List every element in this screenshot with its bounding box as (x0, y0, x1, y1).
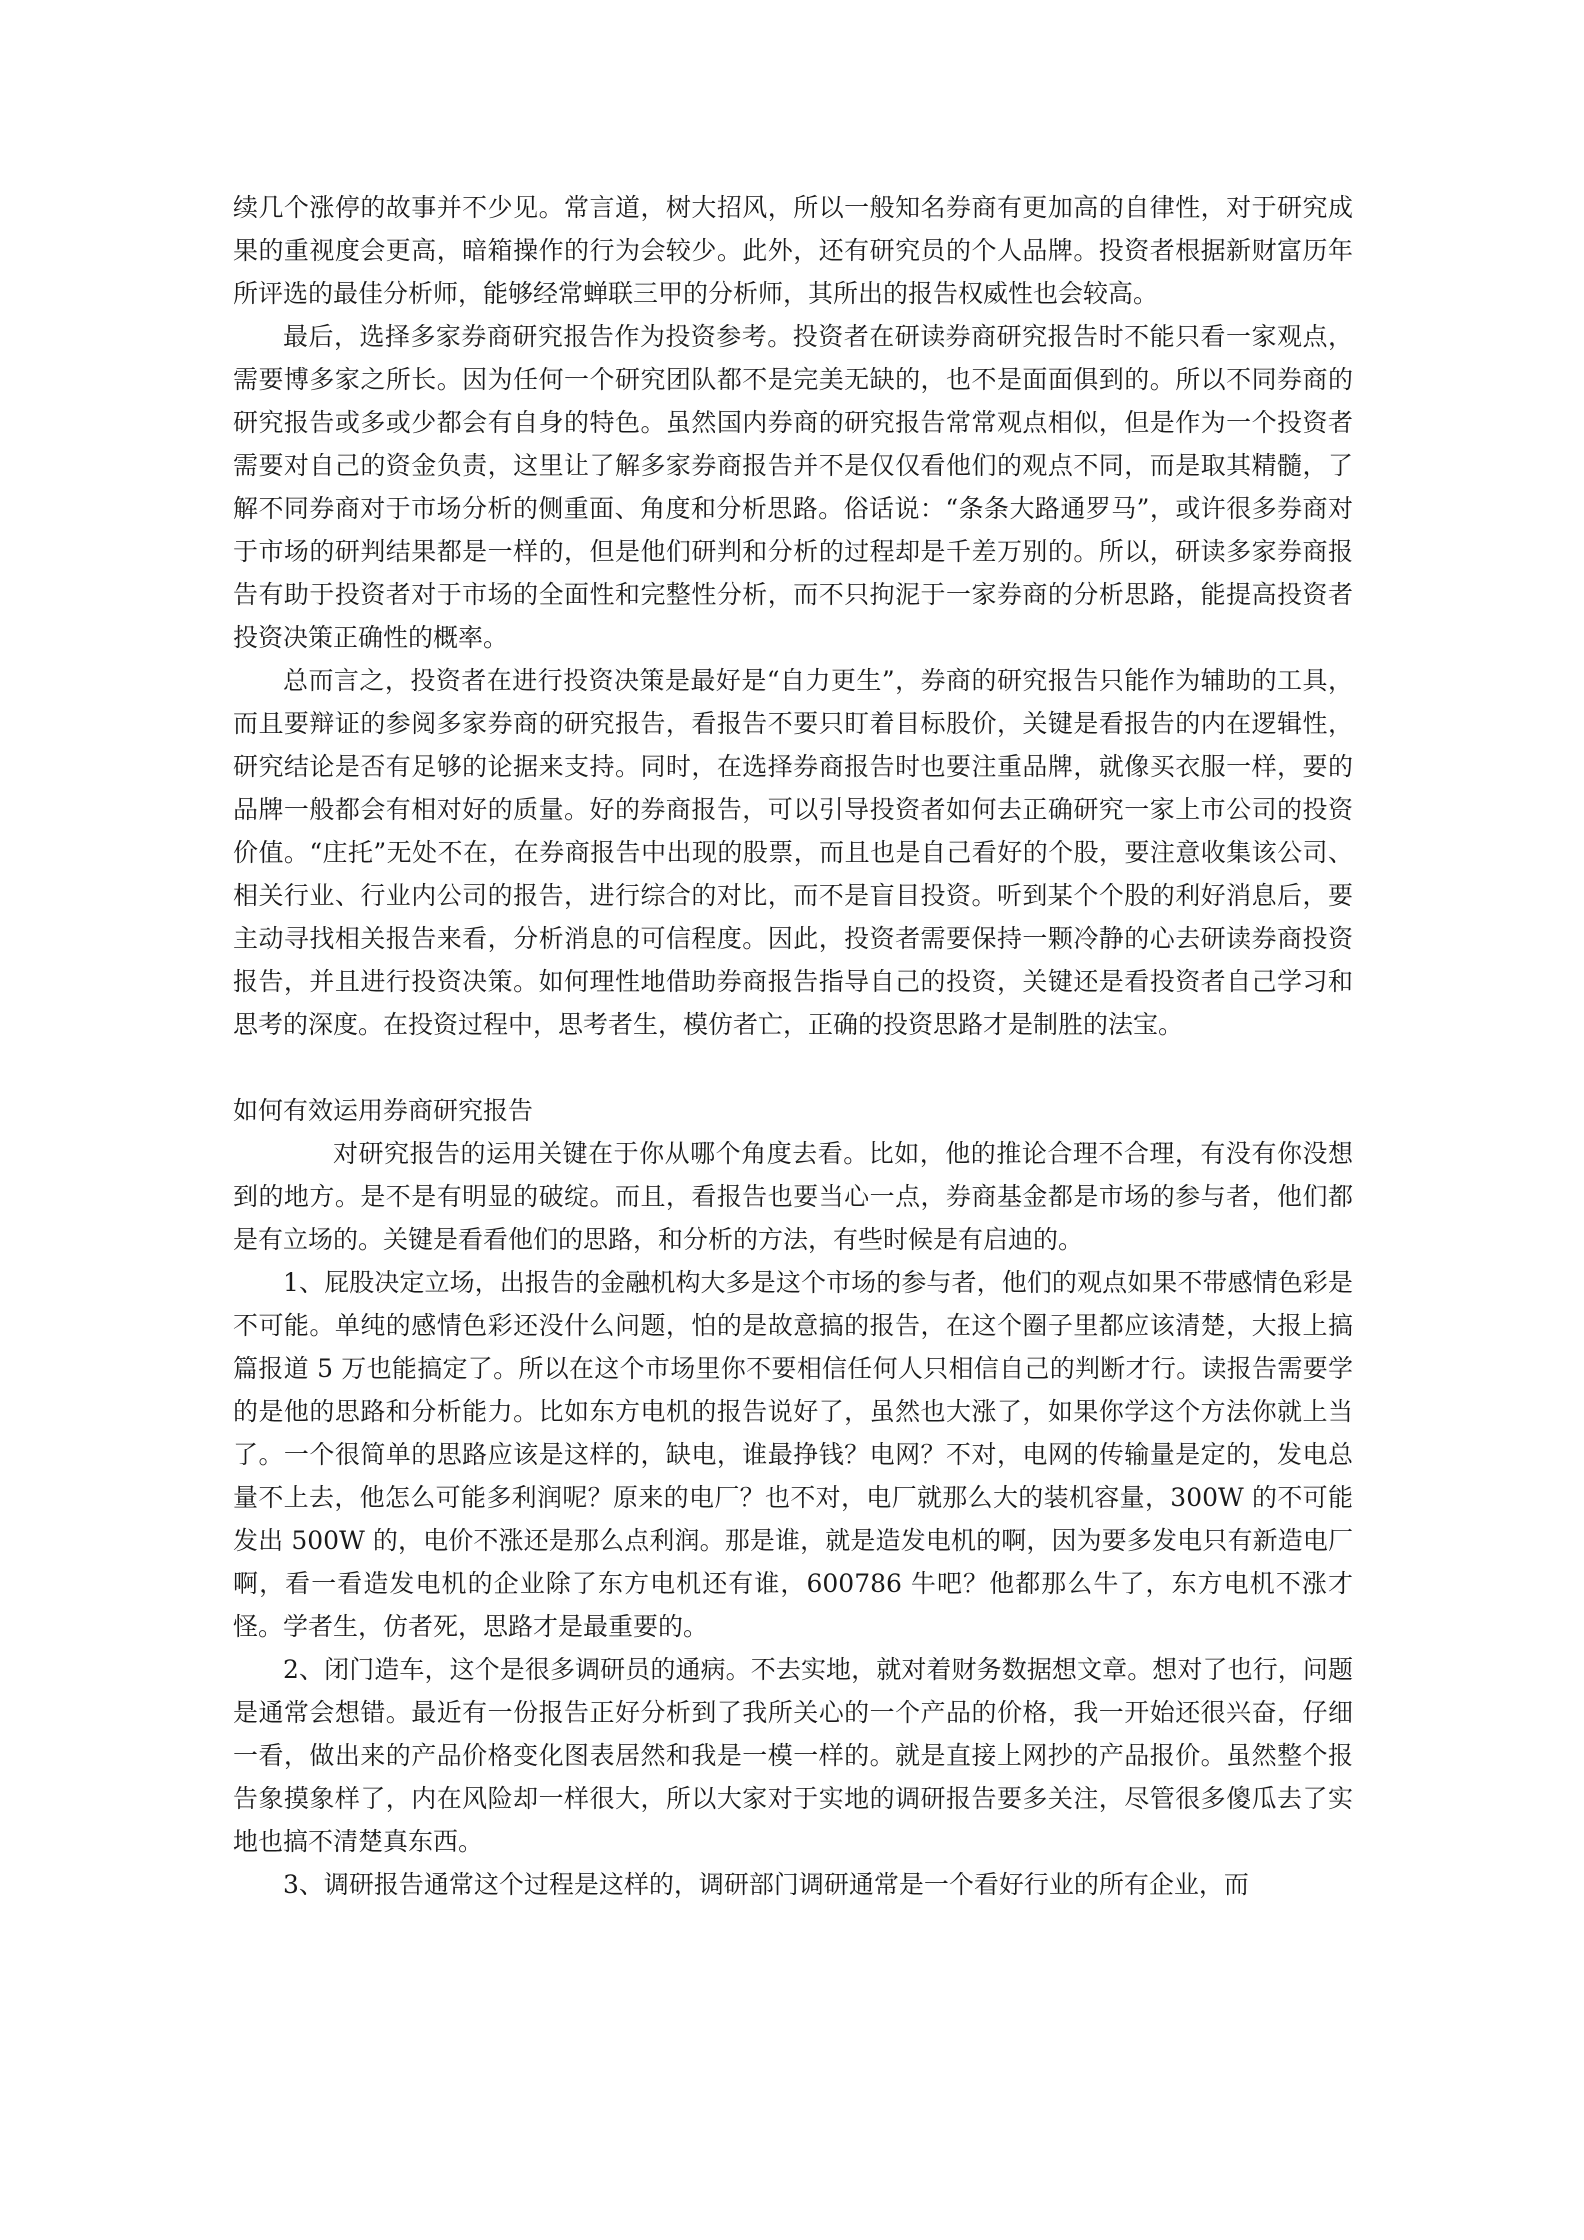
paragraph-multiple-brokers: 最后，选择多家券商研究报告作为投资参考。投资者在研读券商研究报告时不能只看一家观点，需要博多家之所长。因为任何一个研究团队都不是完美无缺的，也不是面面俱到的。所以不同券商的研究报告或多或少都会有自身的特色。虽然国内券商的研究报告常常观点相似，但是作为一个投资者需要对自己的资金负责，这里让了解多家券商报告并不是仅仅看他们的观点不同，而是取其精髓，了解不同券商对于市场分析的侧重面、角度和分析思路。俗话说：“条条大路通罗马”，或许很多券商对于市场的研判结果都是一样的，但是他们研判和分析的过程却是千差万别的。所以，研读多家券商报告有助于投资者对于市场的全面性和完整性分析，而不只拘泥于一家券商的分析思路，能提高投资者投资决策正确性的概率。 (233, 322, 1353, 652)
paragraph-point-1: 1、屁股决定立场，出报告的金融机构大多是这个市场的参与者，他们的观点如果不带感情色彩是不可能。单纯的感情色彩还没什么问题，怕的是故意搞的报告，在这个圈子里都应该清楚，大报上搞篇报道 5 万也能搞定了。所以在这个市场里你不要相信任何人只相信自己的判断才行。读报告需要学的是他的思路和分析能力。比如东方电机的报告说好了，虽然也大涨了，如果你学这个方法你就上当了。一个很简单的思路应该是这样的，缺电，谁最挣钱？电网？不对，电网的传输量是定的，发电总量不上去，他怎么可能多利润呢？原来的电厂？也不对，电厂就那么大的装机容量，300W 的不可能发出 500W 的，电价不涨还是那么点利润。那是谁，就是造发电机的啊，因为要多发电只有新造电厂啊，看一看造发电机的企业除了东方电机还有谁，600786 牛吧？他都那么牛了，东方电机不涨才怪。学者生，仿者死，思路才是最重要的。 (233, 1268, 1353, 1641)
paragraph-point-2: 2、闭门造车，这个是很多调研员的通病。不去实地，就对着财务数据想文章。想对了也行，问题是通常会想错。最近有一份报告正好分析到了我所关心的一个产品的价格，我一开始还很兴奋，仔细一看，做出来的产品价格变化图表居然和我是一模一样的。就是直接上网抄的产品报价。虽然整个报告象摸象样了，内在风险却一样很大，所以大家对于实地的调研报告要多关注，尽管很多傻瓜去了实地也搞不清楚真东西。 (233, 1655, 1353, 1856)
section-title: 如何有效运用券商研究报告 (233, 1096, 534, 1125)
paragraph-point-3: 3、调研报告通常这个过程是这样的，调研部门调研通常是一个看好行业的所有企业，而 (283, 1870, 1249, 1899)
paragraph-intro: 对研究报告的运用关键在于你从哪个角度去看。比如，他的推论合理不合理，有没有你没想到的地方。是不是有明显的破绽。而且，看报告也要当心一点，券商基金都是市场的参与者，他们都是有立场的。关键是看看他们的思路，和分析的方法，有些时候是有启迪的。 (233, 1139, 1353, 1254)
paragraph-continuation: 续几个涨停的故事并不少见。常言道，树大招风，所以一般知名券商有更加高的自律性，对于研究成果的重视度会更高，暗箱操作的行为会较少。此外，还有研究员的个人品牌。投资者根据新财富历年所评选的最佳分析师，能够经常蝉联三甲的分析师，其所出的报告权威性也会较高。 (233, 193, 1353, 308)
paragraph-conclusion: 总而言之，投资者在进行投资决策是最好是“自力更生”，券商的研究报告只能作为辅助的工具，而且要辩证的参阅多家券商的研究报告，看报告不要只盯着目标股价，关键是看报告的内在逻辑性，研究结论是否有足够的论据来支持。同时，在选择券商报告时也要注重品牌，就像买衣服一样，要的品牌一般都会有相对好的质量。好的券商报告，可以引导投资者如何去正确研究一家上市公司的投资价值。“庄托”无处不在，在券商报告中出现的股票，而且也是自己看好的个股，要注意收集该公司、相关行业、行业内公司的报告，进行综合的对比，而不是盲目投资。听到某个个股的利好消息后，要主动寻找相关报告来看，分析消息的可信程度。因此，投资者需要保持一颗冷静的心去研读券商投资报告，并且进行投资决策。如何理性地借助券商报告指导自己的投资，关键还是看投资者自己学习和思考的深度。在投资过程中，思考者生，模仿者亡，正确的投资思路才是制胜的法宝。 (233, 666, 1353, 1039)
document-body (233, 186, 1353, 1906)
